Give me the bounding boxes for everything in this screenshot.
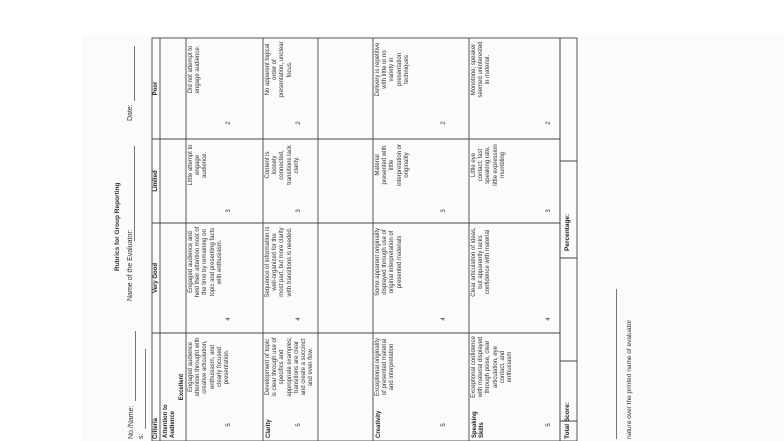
descriptor-speaking-excellent: Exceptional confidence with material displayed through poise, clear articulation, eye contact, and enthusiasm xyxy=(471,336,514,398)
score-attention-limited: 3 xyxy=(226,209,232,213)
descriptor-attention-excellent: Engaged audience attention throught with creative articulation, enthusiasm, and clearly focused presentation. xyxy=(188,337,231,397)
criteria-attention: Attention to Audience xyxy=(163,404,176,438)
descriptor-speaking-verygood: Clear articulation of ideas, but apparently lacks confidence with material xyxy=(471,227,492,297)
header-excellent: Excellent xyxy=(179,373,185,401)
signature-line xyxy=(616,289,617,439)
evaluator-label: Name of the Evaluator: xyxy=(127,229,134,301)
score-clarity-excellent: 5 xyxy=(296,423,302,427)
descriptor-attention-limited: Little attempt to engage audience. xyxy=(188,144,209,186)
date-line xyxy=(134,46,135,101)
percentage-label: Percentage: xyxy=(564,213,571,251)
criteria-speaking: Speaking Skills xyxy=(472,411,485,438)
score-attention-verygood: 4 xyxy=(226,317,232,321)
header-criteria: Criteria xyxy=(153,417,159,439)
total-score-label: Total Score: xyxy=(564,401,571,439)
descriptor-clarity-poor: No apparent logical order of presentation, unclear focus. xyxy=(265,41,293,98)
header-limited: Limited xyxy=(153,170,159,192)
group-line xyxy=(135,331,136,401)
score-attention-excellent: 5 xyxy=(226,423,232,427)
signature-note: nature over the printed name of evaluator xyxy=(626,319,633,439)
group-label: No./Name: xyxy=(128,405,135,439)
descriptor-attention-poor: Did not attempt to engage audience. xyxy=(188,45,202,94)
descriptor-clarity-limited: Content is loosely connected, transitions lack clarity. xyxy=(265,145,300,185)
score-attention-poor: 2 xyxy=(226,121,232,125)
header-very-good: Very Good xyxy=(153,263,159,294)
score-creativity-limited: 3 xyxy=(441,209,447,213)
score-clarity-poor: 2 xyxy=(296,121,302,125)
document-title: Rubrics for Group Reporting xyxy=(114,182,121,271)
score-speaking-limited: 3 xyxy=(546,209,552,213)
members-label: s: xyxy=(138,433,145,439)
descriptor-speaking-limited: Little eye contact; fast speaking rate, little expression mumbling xyxy=(471,144,506,186)
criteria-creativity: Creativity xyxy=(376,410,382,438)
descriptor-creativity-limited: Material presented with little interpretation or originality xyxy=(375,143,410,187)
descriptor-creativity-verygood: Some apparent originality displayed through use of original interpretation of presented materials xyxy=(375,227,403,297)
descriptor-clarity-excellent: Development of topic is clear through use of specifics and appropriate examples; transitions are clear and create a succinct and even flow. xyxy=(265,337,315,397)
descriptor-attention-verygood: Engaged audience and held their attention most of the time by remaining on topic and presenting facts with enthusiasm. xyxy=(188,226,223,298)
score-speaking-excellent: 5 xyxy=(546,423,552,427)
header-poor: Poor xyxy=(153,81,159,96)
score-clarity-limited: 3 xyxy=(296,209,302,213)
descriptor-creativity-poor: Delivery is repetitive with little or no variety in presentation techniques xyxy=(375,42,410,97)
score-creativity-excellent: 5 xyxy=(441,423,447,427)
descriptor-creativity-excellent: Exceptional originality of presented material and interpretation xyxy=(375,337,396,397)
descriptor-speaking-poor: Monotone; speaker seemed uninterested in material. xyxy=(471,41,492,98)
score-creativity-poor: 2 xyxy=(441,121,447,125)
members-line xyxy=(145,349,146,429)
evaluator-line xyxy=(134,146,135,241)
score-speaking-verygood: 4 xyxy=(546,317,552,321)
criteria-clarity: Clarity xyxy=(266,419,272,438)
score-creativity-verygood: 4 xyxy=(441,317,447,321)
score-speaking-poor: 2 xyxy=(546,121,552,125)
descriptor-clarity-verygood: Sequence of information is well-organized for the most part, but more clarity with transitions is needed. xyxy=(265,226,293,298)
score-clarity-verygood: 4 xyxy=(296,317,302,321)
rotated-rubric-page xyxy=(96,36,656,441)
date-label: Date: xyxy=(127,104,134,121)
